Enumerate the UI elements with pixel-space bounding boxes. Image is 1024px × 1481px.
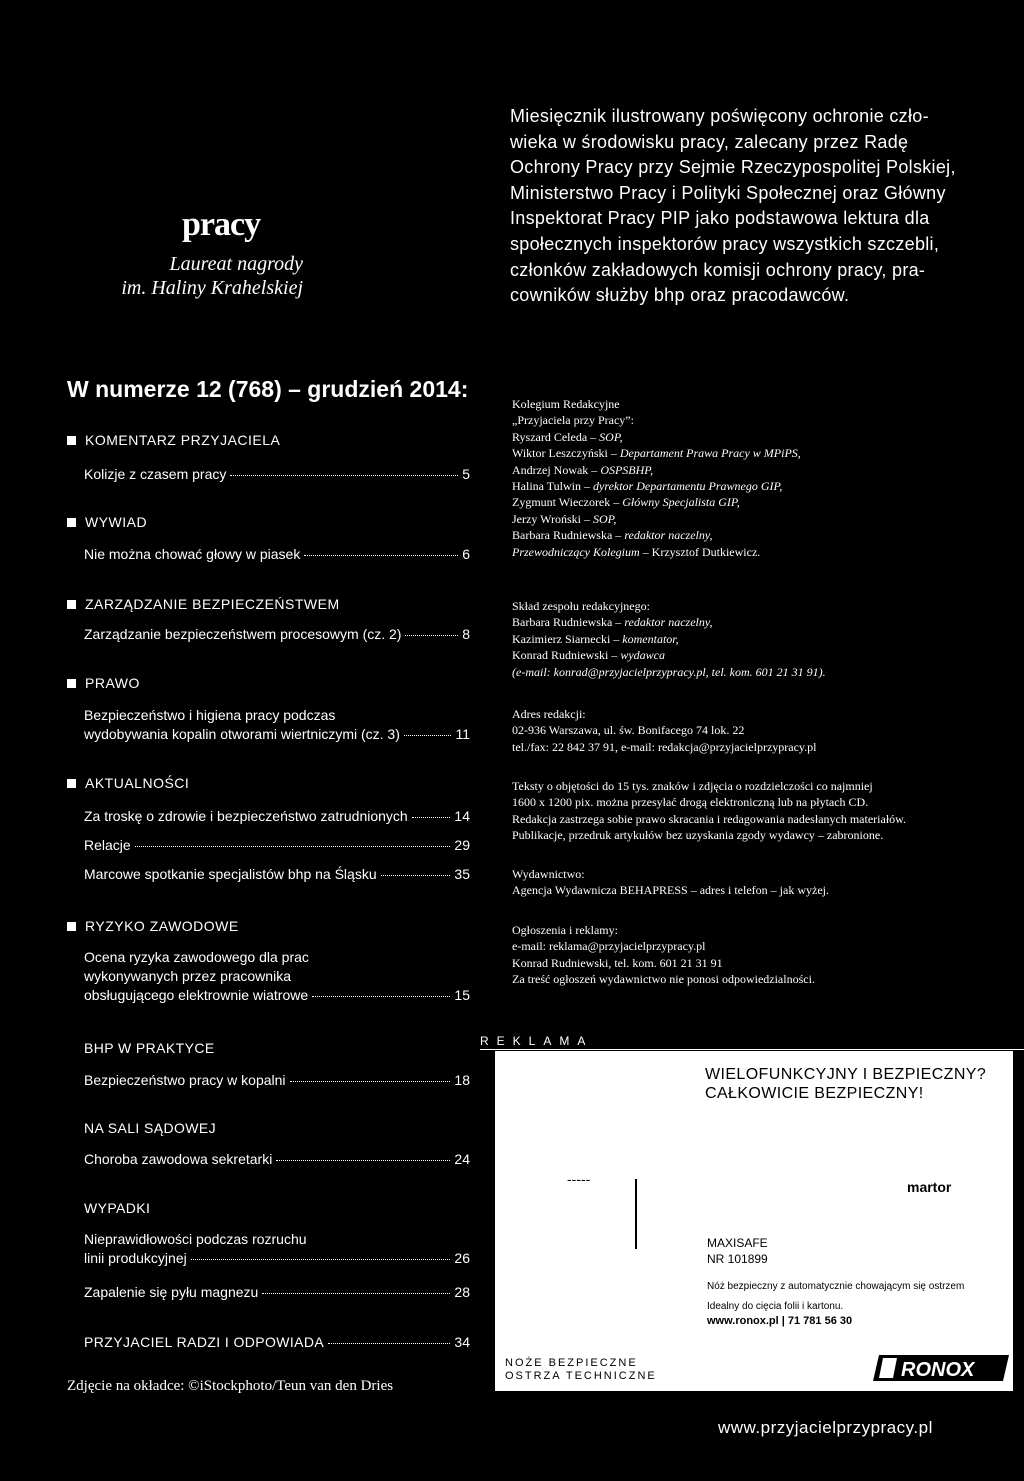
toc-entry[interactable] [84, 1283, 470, 1302]
address-line: 02-936 Warszawa, ul. św. Bonifacego 74 lok. 22 [512, 723, 745, 738]
kolegium-member: Zygmunt Wieczorek – Główny Specjalista GIP, [512, 495, 740, 510]
entry-title: PRZYJACIEL RADZI I ODPOWIADA [84, 1334, 325, 1350]
kolegium-member: Wiktor Leszczyński – Departament Prawa Pracy w MPiPS, [512, 446, 801, 461]
toc-entry[interactable] [84, 865, 470, 884]
ogloszenia-heading: Ogłoszenia i reklamy: [512, 923, 618, 937]
section-name: AKTUALNOŚCI [85, 775, 190, 791]
kolegium-heading: Kolegium Redakcyjne [512, 397, 620, 411]
entry-title: wydobywania kopalin otworami wiertniczymi (cz. 3) [84, 726, 400, 742]
entry-title: Zapalenie się pyłu magnezu [84, 1284, 259, 1300]
ogloszenia-line: Konrad Rudniewski, tel. kom. 601 21 31 91 [512, 955, 723, 970]
entry-page: 34 [454, 1334, 470, 1350]
entry-page: 35 [454, 866, 470, 882]
entry-title: Ocena ryzyka zawodowego dla prac [84, 949, 309, 965]
description-line: Inspektorat Pracy PIP jako podstawowa lektura dla [510, 208, 930, 229]
entry-page: 29 [454, 837, 470, 853]
editorial-sklad [512, 598, 982, 680]
toc-section-prawo [67, 675, 140, 691]
editorial-notes [512, 778, 982, 844]
description-line: cowników służby bhp oraz pracodawców. [510, 285, 850, 306]
toc-entry[interactable] [84, 807, 470, 826]
kolegium-member: Jerzy Wroński – SOP, [512, 511, 617, 526]
description-line: członków zakładowych komisji ochrony pracy, pra- [510, 259, 926, 280]
bullet-square-icon [67, 922, 76, 931]
sklad-member: Kazimierz Siarnecki – komentator, [512, 631, 679, 646]
toc-entry[interactable] [84, 625, 470, 644]
kolegium-member: Halina Tulwin – dyrektor Departamentu Prawnego GIP, [512, 479, 783, 494]
entry-page: 11 [455, 726, 470, 742]
editorial-ogloszenia [512, 922, 982, 988]
toc-section-bhp-w-praktyce: BHP W PRAKTYCE [84, 1040, 215, 1056]
toc-section-wywiad [67, 514, 147, 530]
section-name: ZARZĄDZANIE BEZPIECZEŃSTWEM [85, 596, 340, 612]
kolegium-member: Ryszard Celeda – SOP, [512, 429, 623, 444]
toc-entry-przyjaciel-radzi[interactable] [84, 1333, 470, 1352]
kolegium-member: Andrzej Nowak – OSPSBHP, [512, 462, 654, 477]
bullet-square-icon [67, 436, 76, 445]
entry-title: Relacje [84, 837, 131, 853]
section-name: PRAWO [85, 675, 140, 691]
entry-title: linii produkcyjnej [84, 1250, 187, 1266]
toc-entry[interactable] [84, 1230, 470, 1268]
ronox-logo-text: RONOX [901, 1359, 975, 1381]
toc-entry[interactable] [84, 836, 470, 855]
entry-title: Kolizje z czasem pracy [84, 466, 227, 482]
toc-section-komentarz [67, 432, 280, 448]
note-line: Redakcja zastrzega sobie prawo skracania i redagowania nadesłanych materiałów. [512, 811, 907, 826]
entry-page: 6 [462, 546, 470, 562]
award-line: Laureat nagrody [169, 253, 303, 275]
toc-section-aktualnosci [67, 775, 189, 791]
wydawnictwo-line: Agencja Wydawnicza BEHAPRESS – adres i telefon – jak wyżej. [512, 883, 829, 898]
sklad-member: Barbara Rudniewska – redaktor naczelny, [512, 615, 713, 630]
note-line: Teksty o objętości do 15 tys. znaków i zdjęcia o rozdzielczości co najmniej [512, 779, 873, 793]
toc-entry[interactable] [84, 948, 470, 1005]
ogloszenia-line: Za treść ogłoszeń wydawnictwo nie ponosi odpowiedzialności. [512, 972, 815, 987]
bullet-square-icon [67, 779, 76, 788]
advertisement[interactable] [495, 1051, 1013, 1391]
entry-title: Marcowe spotkanie specjalistów bhp na Śląsku [84, 866, 377, 882]
kolegium-heading: „Przyjaciela przy Pracy”: [512, 413, 634, 428]
entry-page: 18 [454, 1072, 470, 1088]
award-line: im. Haliny Krahelskiej [121, 277, 303, 299]
magazine-description [510, 104, 962, 309]
entry-page: 28 [454, 1284, 470, 1300]
magazine-logo: pracy [182, 206, 261, 243]
note-line: 1600 x 1200 pix. można przesyłać drogą elektroniczną lub na płytach CD. [512, 795, 869, 810]
ad-dash: ----- [567, 1171, 591, 1187]
toc-section-ryzyko [67, 918, 239, 934]
note-line: Publikacje, przedruk artykułów bez uzyskania zgody wydawcy – zabronione. [512, 828, 884, 843]
knife-blade-icon [635, 1179, 637, 1249]
toc-entry[interactable] [84, 1150, 470, 1169]
toc-entry[interactable] [84, 1071, 470, 1090]
divider [480, 1049, 1024, 1050]
entry-title: Nieprawidłowości podczas rozruchu [84, 1231, 307, 1247]
entry-title: Bezpieczeństwo i higiena pracy podczas [84, 707, 336, 723]
award-note [83, 252, 303, 300]
entry-title: Za troskę o zdrowie i bezpieczeństwo zatrudnionych [84, 808, 408, 824]
entry-page: 5 [462, 466, 470, 482]
toc-entry[interactable] [84, 465, 470, 484]
ad-url[interactable]: www.ronox.pl | 71 781 56 30 [707, 1315, 853, 1327]
entry-page: 8 [462, 626, 470, 642]
ad-product-name: MAXISAFE NR 101899 [707, 1236, 768, 1266]
website-url[interactable]: www.przyjacielprzypracy.pl [718, 1418, 933, 1437]
entry-title: obsługującego elektrownie wiatrowe [84, 987, 309, 1003]
toc-entry[interactable] [84, 706, 470, 744]
ad-headline: WIELOFUNKCYJNY I BEZPIECZNY? CAŁKOWICIE BEZPIECZNY! [705, 1066, 987, 1102]
entry-page: 24 [454, 1151, 470, 1167]
toc-section-wypadki: WYPADKI [84, 1200, 151, 1216]
sklad-member: Konrad Rudniewski – wydawca [512, 648, 665, 663]
entry-title: Zarządzanie bezpieczeństwem procesowym (cz. 2) [84, 626, 402, 642]
entry-page: 26 [454, 1250, 470, 1266]
description-line: Miesięcznik ilustrowany poświęcony ochronie czło- [510, 106, 929, 126]
editorial-wydawnictwo [512, 866, 982, 899]
ronox-logo [873, 1353, 1011, 1383]
entry-title: Choroba zawodowa sekretarki [84, 1151, 273, 1167]
kolegium-chair: Przewodniczący Kolegium – Krzysztof Dutkiewicz. [512, 544, 761, 559]
wydawnictwo-heading: Wydawnictwo: [512, 867, 585, 881]
entry-title: Bezpieczeństwo pracy w kopalni [84, 1072, 286, 1088]
section-name: WYWIAD [85, 514, 148, 530]
section-name: KOMENTARZ PRZYJACIELA [85, 432, 281, 448]
cover-credit: Zdjęcie na okładce: ©iStockphoto/Teun van den Dries [67, 1378, 394, 1394]
description-line: wieka w środowisku pracy, zalecany przez Radę [510, 131, 909, 152]
toc-section-na-sali-sadowej: NA SALI SĄDOWEJ [84, 1120, 217, 1136]
toc-section-zarzadzanie [67, 596, 340, 612]
address-heading: Adres redakcji: [512, 707, 586, 721]
description-line: Ministerstwo Pracy i Polityki Społecznej oraz Główny [510, 182, 946, 203]
toc-entry[interactable] [84, 545, 470, 564]
ad-description: Nóż bezpieczny z automatycznie chowającym się ostrzem Idealny do cięcia folii i kartonu. [707, 1281, 965, 1312]
ad-tagline: NOŻE BEZPIECZNE OSTRZA TECHNICZNE [505, 1357, 657, 1382]
address-line: tel./fax: 22 842 37 91, e-mail: redakcja@przyjacielprzypracy.pl [512, 739, 817, 754]
entry-page: 15 [454, 987, 470, 1003]
editorial-address [512, 706, 982, 755]
entry-title: Nie można chować głowy w piasek [84, 546, 301, 562]
sklad-heading: Skład zespołu redakcyjnego: [512, 599, 650, 613]
martor-brand: martor [907, 1179, 952, 1195]
kolegium-member: Barbara Rudniewska – redaktor naczelny, [512, 528, 713, 543]
ogloszenia-line: e-mail: reklama@przyjacielprzypracy.pl [512, 939, 706, 954]
editorial-kolegium [512, 396, 982, 560]
entry-title: wykonywanych przez pracownika [84, 968, 291, 984]
description-line: społecznych inspektorów pracy wszystkich szczebli, [510, 233, 940, 254]
sklad-contact: (e-mail: konrad@przyjacielprzypracy.pl, tel. kom. 601 21 31 91). [512, 664, 826, 679]
bullet-square-icon [67, 518, 76, 527]
section-name: RYZYKO ZAWODOWE [85, 918, 239, 934]
description-line: Ochrony Pracy przy Sejmie Rzeczypospolitej Polskiej, [510, 157, 956, 178]
bullet-square-icon [67, 679, 76, 688]
bullet-square-icon [67, 600, 76, 609]
entry-page: 14 [454, 808, 470, 824]
issue-title: W numerze 12 (768) – grudzień 2014: [67, 376, 469, 402]
advertisement-label: REKLAMA [480, 1034, 594, 1048]
